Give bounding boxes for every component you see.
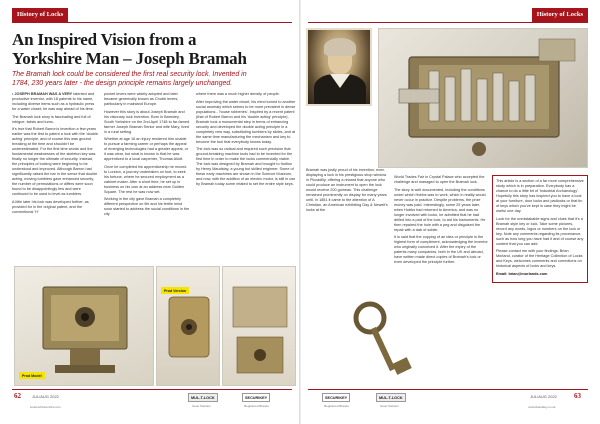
footer-logo-multlock-right[interactable]: MUL-T-LOCK xyxy=(376,393,406,402)
col2-para-3: Whether at age 16 an injury rendered him unable to pursue a farming career or perhaps the appeal of emerging technologies had a greater appeal, or it was clear, but what is known is that he was apprenticed to a local carpenter, Thomas Allott. xyxy=(104,137,189,161)
standfirst-line-2: 1784, 230 years later - the design principle remains largely unchanged. xyxy=(12,80,233,87)
col1-para-1: talented and productive inventor, with 18 patents to his name, including diverse items such as a hydraulic press for a water closet; he was way ahead of his time. xyxy=(12,92,95,111)
sidebar-para-2: Look for the unmistakable signs and clues that it's a Bramah style key or lock. Take some pictures, record any words, logos or numbers on the lock or key. Note any comments regarding its provenance, such as how long you have had it and of course any context that you can add. xyxy=(496,216,584,246)
page-number-right: 63 xyxy=(574,392,581,400)
lock-cylinder-photo xyxy=(156,266,220,386)
issue-date-left: JUL/AUG 2022 xyxy=(32,394,59,399)
lock-mechanism-photo xyxy=(378,28,588,168)
col1-para-3: It's true that Robert Barron's invention a few years earlier was the first to patent a lock with the 'double acting' principle, and of course this was ground breaking at the time and shouldn't be underestimated. For the first time words and the fundamental weaknesses of the skeleton key was finally no longer the ultimate of security. Instead, the principles of locking were beginning to be understood and improved. Although Barron had significantly raised the bar in the sense that double acting, moving tumblers gave enhanced security, the number of permutations or differs were soon found to be disappointingly few and were continued to be used to level as tumblers. xyxy=(12,127,98,196)
page-number-left: 62 xyxy=(14,392,21,400)
header-rule-left xyxy=(12,22,292,23)
article-column-2 xyxy=(104,92,190,262)
col1-para-4: A little later his lock was developed further, as provided for in the original patent, and the conventional 'H' xyxy=(12,199,89,214)
article-standfirst xyxy=(12,70,312,88)
col2-para-2: However this story is about Joseph Bramah and his visionary lock invention. Born in Barnsley, South Yorkshire on the 2nd April 1748 to far-famed farmer Joseph Bramah Senior and wife Mary, lived in a rural setting. xyxy=(104,109,190,134)
footer-url-right: ncslockandkey.co.uk xyxy=(528,405,556,409)
portrait-caption-text: Bramah was justly proud of his invention, even displaying a lock in his prestigious shop window in Piccadilly, offering a reward that anyone who could produce an instrument to open the lock would receive 200 guineas. This challenge remained prominently on display for many years until, in 1851 it came to the attention of A Christian, an American exhibiting Day & Newell's locks at the xyxy=(306,168,388,212)
footer-logo-sub-1: Issue Solution xyxy=(192,404,211,408)
lock-mechanism-illustration xyxy=(379,29,588,168)
article-column-3 xyxy=(196,92,296,262)
footer-rule-right xyxy=(308,389,588,390)
footer-logo-securikey-right[interactable]: SECURIKEY xyxy=(322,393,350,402)
col1-para-2: The Bramah lock story is fascinating and full of intrigue, twists and turns. xyxy=(12,114,91,124)
col3-para-1: where there was a much higher density of people. xyxy=(196,92,280,96)
photo-tag-1: Prod Model xyxy=(19,372,45,379)
footer-url-left: lockers/locksmiths.com xyxy=(30,405,61,409)
headline-line-2: Yorkshire Man – Joseph Bramah xyxy=(12,49,247,68)
footer-logo-multlock-left[interactable]: MUL-T-LOCK xyxy=(188,393,218,402)
bramah-portrait xyxy=(306,28,372,106)
sidebar-email[interactable]: Email: brian@morlands.com xyxy=(496,271,548,276)
sidebar-para-3: Please contact me with your findings: Brian Morland, curator of the Heritage Collection of Locks and Keys, welcomes comments and corrections on historical aspects of locks and keys. xyxy=(496,249,583,268)
lock-detail-photo xyxy=(222,266,296,386)
header-rule-right xyxy=(308,22,588,23)
sidebar-para-1: This article is a section of a far more comprehensive study which is in preparation. Everybody has a chance to do a little bit of 'Industrial Archaeology'. Hopefully this story has inspired you to have a look at your furniture, door locks and padlocks or that tin of keys which you've kept in case they might be useful one day. xyxy=(496,179,584,213)
col2-para-4: Once he completed his apprenticeship he moved to London, a journey undertaken on foot, to seek his fortune, where he secured employment as a cabinet maker. After a short time, he set up in business on his own at an address near Golden Square. The rest he was now set. xyxy=(104,164,187,194)
article-headline xyxy=(12,30,312,68)
padlock-illustration xyxy=(15,267,154,386)
headline-line-1: An Inspired Vision from a xyxy=(12,30,197,49)
bramah-key-photo xyxy=(350,300,420,380)
bramah-padlock-photo xyxy=(14,266,154,386)
article-column-1 xyxy=(12,92,98,262)
lock-detail-illustration xyxy=(223,267,296,386)
photo-tag-2: Prod Version xyxy=(161,287,189,294)
cylinder-illustration xyxy=(157,267,220,386)
col2-para-5: Working in the city gave Bramah a completely different perspective on life and his fertile mind soon started to address the social conditions in the city xyxy=(104,197,190,216)
footer-logo-sub-4: Issue Solution xyxy=(380,404,399,408)
section-tab-left: History of Locks xyxy=(12,8,68,22)
col5-para-3: It is said that the copying of an idea or principle is the highest form of compliment, acknowledging the inventor who originally conceived it. After the expiry of the patents many companies, both in the UK and abroad, have written made direct copies of Bramah's lock or even developed the principle further. xyxy=(394,235,488,264)
standfirst-line-1: The Bramah lock could be considered the first real security lock. Invented in xyxy=(12,71,247,78)
article-lead: • JOSEPH BRAMAH WAS A VERY xyxy=(12,92,73,96)
footer-logo-sub-2: Registered Brands xyxy=(244,404,269,408)
section-tab-right: History of Locks xyxy=(532,8,588,22)
col5-para-1: World Trades Fair in Crystal Palace who accepted the challenge and managed to open the Bramah lock. xyxy=(394,175,485,184)
col5-para-2: The story is well documented, including the conditions under which Hobbs was to work, which in reality would never occur in practice. Despite problems, the prize money was paid. Interestingly, some 25 years later, when Hobbs had returned to America, and was no longer involved with locks, he admitted that he had drilled into a part of the lock, to aid his instruments. He then repaired the hole with a peg and disguised the repair with a dab of solder. xyxy=(394,187,486,232)
col3-para-2: After improving the water closet, his mind turned to another social anomaly which seems to be more prevalent in dense populations - 'house robberies'. Inspired by a recent patent (that of Robert Barron and his 'double acting' principle), Bramah took a monumental step in terms of enhancing security and developed the double acting principle in a completely new way, substituting tumblers by slides, and at the same time manufacturing the mechanism and key to become the tool that everybody knows today. xyxy=(196,99,296,144)
footer-logo-sub-3: Registered Brands xyxy=(324,404,349,408)
col3-para-3: The lock was so radical and required such precision that ground-breaking machine tools had to be invented for the first time in order to make the locks commercially viable. The lock was designed by Bramah and brought to fruition by Henry Maudslay, a young but skilled engineer. Some of these early machines are shown in the Science Museum, and now, with the addition of an electric motor, is still in use by Bramah today some related to set the entire style keys. xyxy=(196,147,296,186)
issue-date-right: JUL/AUG 2022 xyxy=(530,394,557,399)
footer-logo-securikey-left[interactable]: SECURIKEY xyxy=(242,393,270,402)
footer-rule-left xyxy=(12,389,292,390)
col2-para-1: pocket levers were widely adopted and later became generically known as Chubb levers, particularly in mainland Europe. xyxy=(104,92,179,106)
article-sidebar xyxy=(492,175,588,283)
